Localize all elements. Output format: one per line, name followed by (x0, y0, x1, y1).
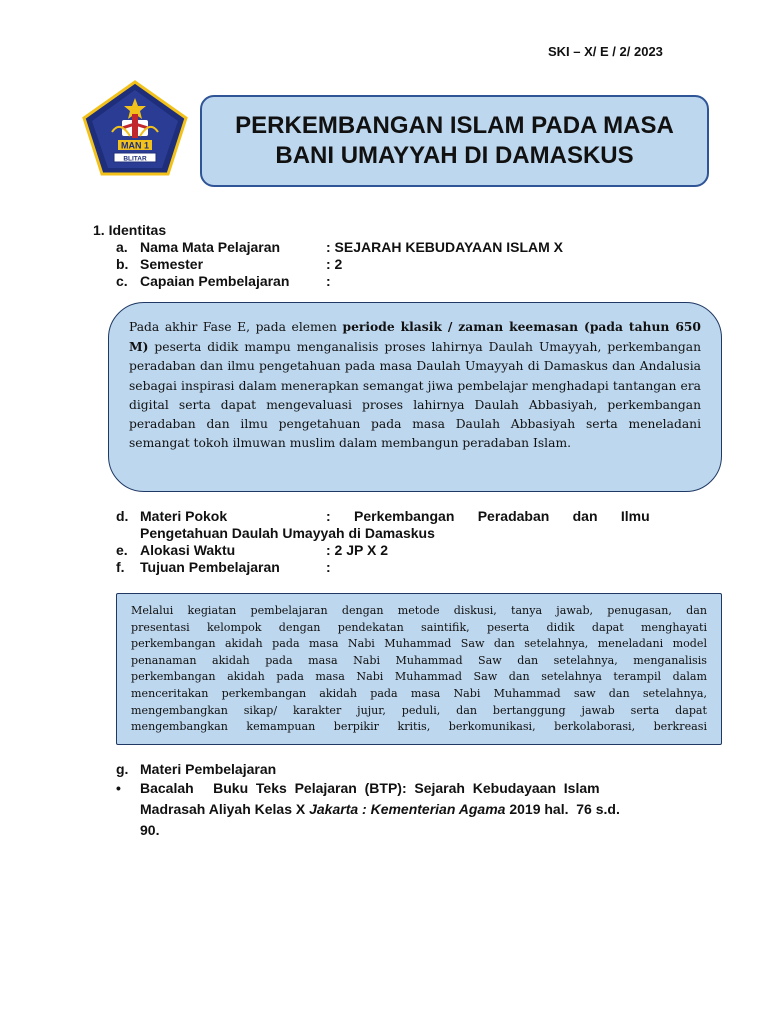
tujuan-line: presentasi kelompok dengan pendekatan saintifik, peserta didik dapat menghayati (131, 620, 707, 634)
row-marker: e. (116, 542, 128, 558)
row-value: : (326, 559, 331, 575)
title-box (200, 95, 709, 187)
tujuan-line: perkembangan akidah pada masa Nabi Muhammad Saw dan setelahnya terampil dalam (131, 670, 707, 684)
logo-subtext: BLITAR (123, 155, 147, 163)
bullet-text-line-2 (140, 799, 620, 820)
bullet-text-part: 2019 hal. 76 s.d. (505, 801, 620, 817)
bullet-text-line-3: 90. (140, 822, 160, 838)
tujuan-line: menceritakan perkembangan akidah pada masa Nabi Muhammad saw dan setelahnya, (131, 686, 707, 700)
section-heading-identitas: 1. Identitas (93, 222, 167, 238)
row-label: Semester (140, 256, 204, 272)
tujuan-line: perkembangan akidah pada masa Nabi Muhammad Saw dan setelahnya, meneladani model (131, 637, 707, 651)
tujuan-pembelajaran-box (116, 593, 722, 745)
row-value: : SEJARAH KEBUDAYAAN ISLAM X (326, 239, 564, 255)
document-title (235, 111, 674, 171)
row-label: Materi Pembelajaran (140, 761, 277, 777)
title-line-2: BANI UMAYYAH DI DAMASKUS (275, 142, 634, 169)
publisher-italic: Jakarta : Kementerian Agama (309, 801, 506, 817)
capaian-text-body: peserta didik mampu menganalisis proses lahirnya Daulah Umayyah, perkembangan peradaban dan ilmu pengetahuan pada masa Daulah Umayyah di Damaskus dan Andalusia sebagai inspirasi dalam menerapkan semangat jiwa pembelajar menghadapi tantangan era digital serta dapat mengevaluasi proses lahirnya Daulah Abbasiyah, perkembangan peradaban dan ilmu pengetahuan pada masa Daulah Abbasiyah serta meneladani semangat tokoh ilmuwan muslim dalam membangun peradaban Islam. (129, 340, 701, 451)
row-label: Materi Pokok (140, 508, 228, 524)
row-label: Nama Mata Pelajaran (140, 239, 281, 255)
row-marker: a. (116, 239, 128, 255)
row-value: : (326, 273, 331, 289)
tujuan-line: penanaman akidah pada masa Nabi Muhammad Saw dan setelahnya, menganalisis (131, 653, 707, 667)
row-label: Capaian Pembelajaran (140, 273, 290, 289)
row-value: : 2 (326, 256, 343, 272)
tujuan-line: mengembangkan sikap/ karakter jujur, peduli, dan bertanggung jawab serta dapat (131, 703, 707, 717)
bullet-text-line-1: Bacalah Buku Teks Pelajaran (BTP): Sejarah Kebudayaan Islam (140, 780, 600, 796)
row-value: : Perkembangan Peradaban dan Ilmu (326, 508, 650, 524)
capaian-text-intro: Pada akhir Fase E, pada elemen (129, 320, 343, 334)
capaian-text-bold: periode klasik / zaman keemasan (pada tahun 650 M) (129, 319, 701, 355)
row-marker: d. (116, 508, 129, 524)
capaian-text (129, 317, 701, 453)
row-marker: b. (116, 256, 129, 272)
bullet-text-part: Madrasah Aliyah Kelas X (140, 801, 310, 817)
capaian-pembelajaran-box (108, 302, 722, 492)
row-marker: f. (116, 559, 125, 575)
row-value: : 2 JP X 2 (326, 542, 389, 558)
row-label: Alokasi Waktu (140, 542, 236, 558)
materi-pokok-value-cont: Pengetahuan Daulah Umayyah di Damaskus (140, 525, 435, 541)
tujuan-line: Melalui kegiatan pembelajaran dengan metode diskusi, tanya jawab, penugasan, dan (131, 604, 707, 617)
row-marker: g. (116, 761, 129, 777)
bullet-icon: • (116, 780, 121, 796)
title-line-1: PERKEMBANGAN ISLAM PADA MASA (235, 112, 674, 139)
row-marker: c. (116, 273, 128, 289)
row-label: Tujuan Pembelajaran (140, 559, 280, 575)
tujuan-line: mengembangkan kemampuan berpikir kritis, berkomunikasi, berkolaborasi, berkreasi (131, 720, 707, 734)
logo-text: MAN 1 (120, 140, 150, 151)
document-code: SKI – X/ E / 2/ 2023 (548, 44, 663, 59)
school-emblem-icon (82, 80, 188, 176)
